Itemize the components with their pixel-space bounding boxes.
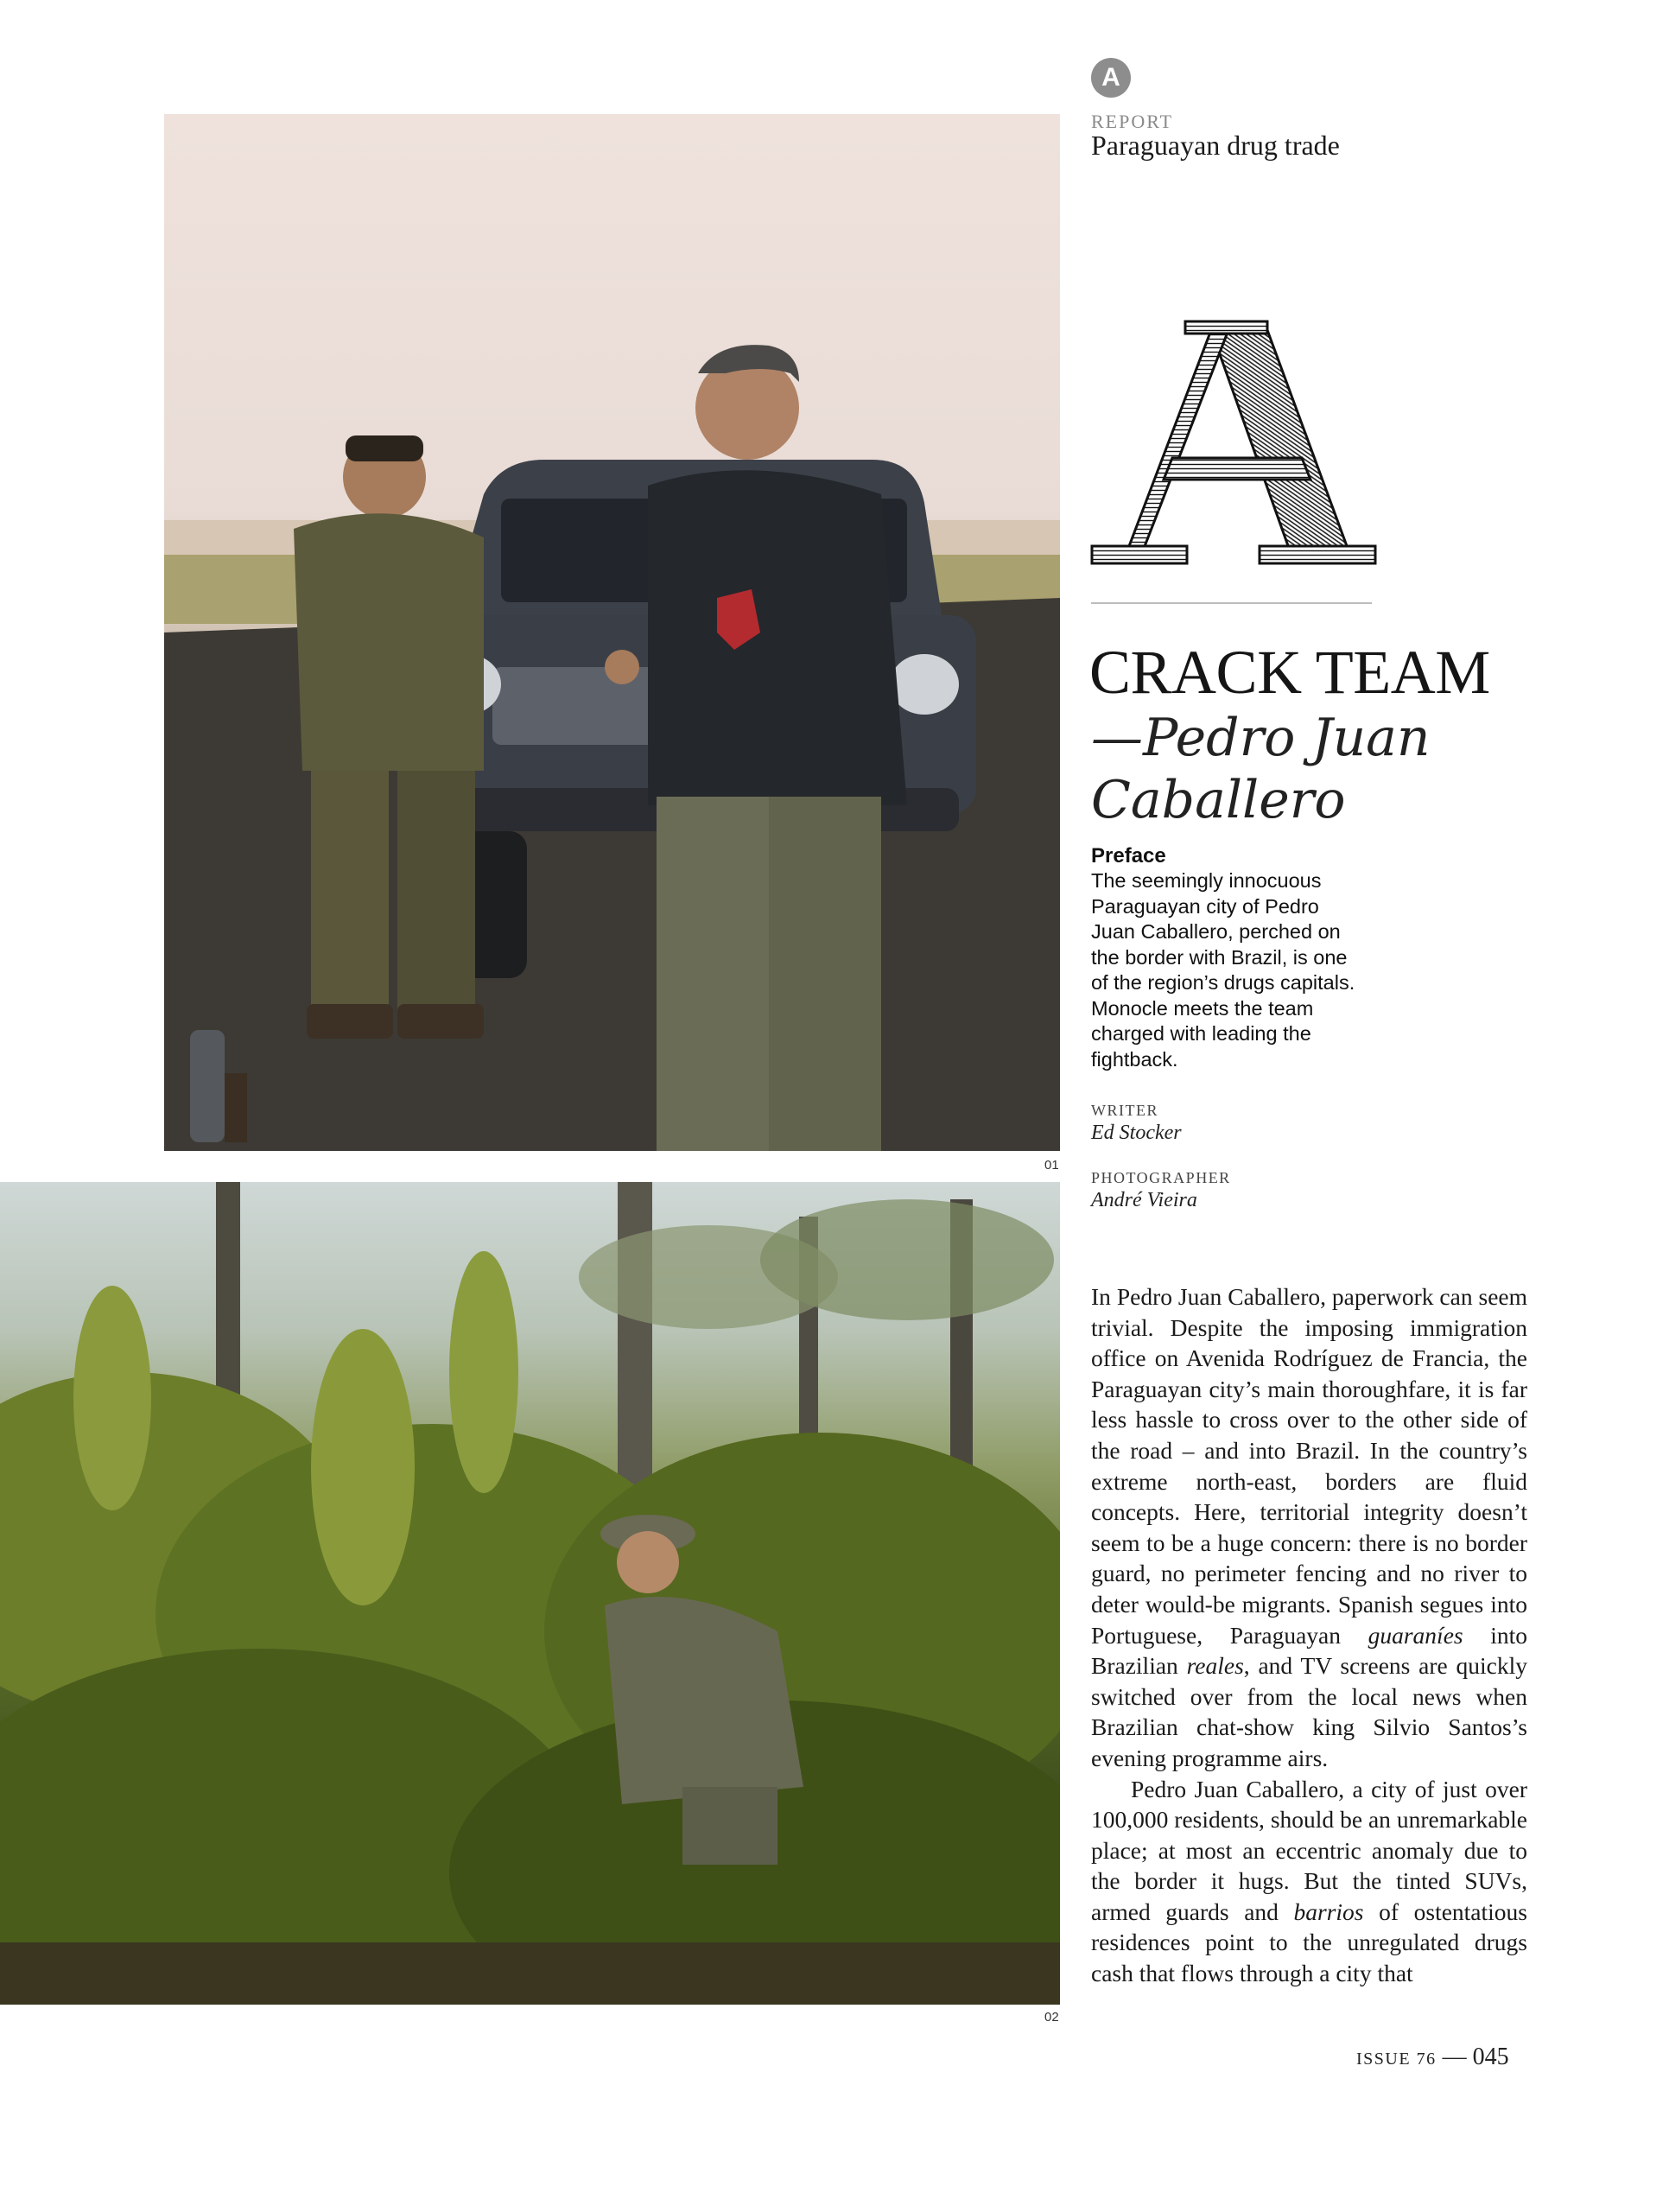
photographer-label: PHOTOGRAPHER [1091,1169,1231,1186]
section-badge: A [1091,58,1131,98]
article-paragraph-2: Pedro Juan Caballero, a city of just over 100,000 residents, should be an unremarkable place; at most an eccentric anomaly due to the border it hugs. But the tinted SUVs, armed guards and barrios of ostentatious residences point to the unregulated drugs cash that flows through a city that [1091,1775,1527,1987]
writer-name: Ed Stocker [1091,1122,1182,1144]
article-paragraph-1: In Pedro Juan Caballero, paperwork can seem trivial. Despite the imposing immigration office on Avenida Rodríguez de Francia, the Paraguayan city’s main thoroughfare, it is far less hassle to cross over to the other side of the road – and into Brazil. In the country’s extreme north-east, borders are fluid concepts. Here, territorial integrity doesn’t seem to be a huge concern: there is no border guard, no perimeter fencing and no river to deter would-be migrants. Spanish segues into Portuguese, Paraguayan guaraníes into Brazilian reales, and TV screens are quickly switched over from the local news when Brazilian chat-show king Silvio Santos’s evening programme airs. [1091,1283,1528,1771]
photographer-name: André Vieira [1091,1189,1197,1211]
preface-text: The seemingly innocuous Paraguayan city of Pedro Juan Caballero, perched on the border with Brazil, is one of the region’s drugs capitals. Monocle meets the team charged with leading the fightback. [1091,869,1355,1071]
folio-page-number: 045 [1472,2044,1509,2070]
folio-issue: ISSUE 76 [1356,2050,1437,2069]
photo-field-illustration [0,1182,1060,2005]
writer-label: WRITER [1091,1102,1158,1119]
drop-cap-letter [1090,320,1379,572]
section-label: REPORT [1091,111,1174,132]
section-title: Paraguayan drug trade [1091,130,1340,161]
headline-rule [1091,602,1372,604]
headline-subtitle: —Pedro Juan Caballero [1091,708,1431,830]
preface-label: Preface [1091,844,1166,868]
page-folio [1356,2044,1509,2071]
photo-officers-truck [164,114,1060,1151]
headline-title: CRACK TEAM [1089,638,1490,707]
photo-number-02: 02 [1044,2010,1059,2024]
photo-soldier-cannabis-field [0,1182,1060,2005]
article-body [1091,1281,1527,1989]
folio-separator: — [1436,2044,1473,2070]
photo-number-01: 01 [1044,1158,1059,1173]
photo-officers-illustration [164,114,1060,1151]
